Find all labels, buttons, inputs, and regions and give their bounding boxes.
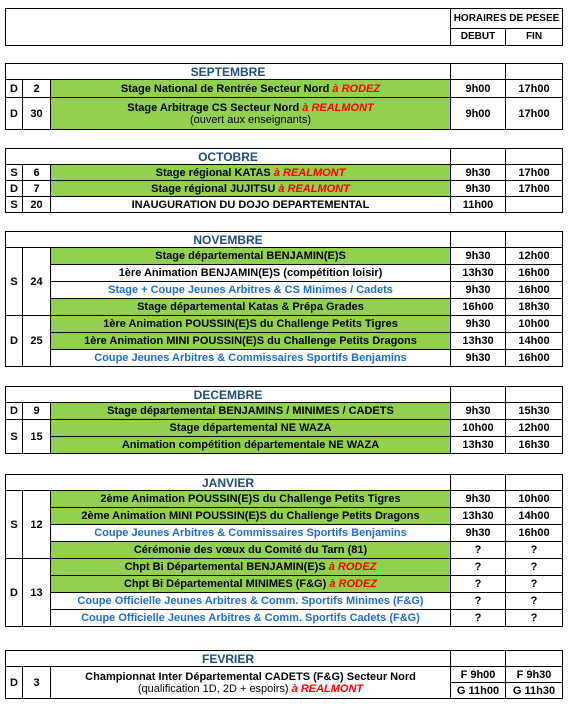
- time-debut: 9h00: [451, 98, 506, 130]
- event-cell: INAUGURATION DU DOJO DEPARTEMENTAL: [51, 197, 451, 213]
- time-fin: F 9h30: [506, 667, 563, 683]
- february-table: [5, 650, 563, 699]
- day-letter: S: [6, 491, 23, 559]
- event-cell: 1ère Animation MINI POUSSIN(E)S du Challenge Petits Dragons: [51, 333, 451, 350]
- header-debut: DEBUT: [451, 28, 506, 45]
- event-cell: Stage + Coupe Jeunes Arbitres & CS Minimes / Cadets: [51, 282, 451, 299]
- day-letter: D: [6, 80, 23, 98]
- day-letter: S: [6, 165, 23, 181]
- time-debut: 13h30: [451, 437, 506, 454]
- november-table: [5, 231, 563, 367]
- event-cell: Stage National de Rentrée Secteur Nord à RODEZ: [51, 80, 451, 98]
- event-cell: Chpt Bi Départemental BENJAMIN(E)S à RODEZ: [51, 559, 451, 576]
- time-fin: 18h30: [506, 299, 563, 316]
- time-debut: ?: [451, 576, 506, 593]
- time-debut: ?: [451, 559, 506, 576]
- time-debut: 9h30: [451, 165, 506, 181]
- month-title: SEPTEMBRE: [6, 64, 451, 80]
- event-location: à REALMONT: [278, 182, 350, 195]
- time-debut: ?: [451, 610, 506, 627]
- time-fin: 16h00: [506, 525, 563, 542]
- day-number: 25: [23, 316, 51, 367]
- day-letter: S: [6, 197, 23, 213]
- day-number: 2: [23, 80, 51, 98]
- event-location: à RODEZ: [329, 578, 378, 590]
- event-cell: Chpt Bi Départemental MINIMES (F&G) à RODEZ: [51, 576, 451, 593]
- day-number: 15: [23, 420, 51, 454]
- time-debut: 9h30: [451, 403, 506, 420]
- time-fin: 16h00: [506, 350, 563, 367]
- event-cell: Coupe Jeunes Arbitres & Commissaires Sportifs Benjamins: [51, 350, 451, 367]
- month-title: NOVEMBRE: [6, 232, 451, 248]
- event-location: à REALMONT: [273, 166, 346, 179]
- time-debut: 9h30: [451, 248, 506, 265]
- day-number: 9: [23, 403, 51, 420]
- day-letter: S: [6, 248, 23, 316]
- time-debut: 9h30: [451, 350, 506, 367]
- event-cell: Stage régional KATAS à REALMONT: [51, 165, 451, 181]
- time-fin: 17h00: [506, 165, 563, 181]
- time-fin: 12h00: [506, 420, 563, 437]
- january-table: [5, 474, 563, 627]
- time-debut: 9h30: [451, 282, 506, 299]
- month-title: OCTOBRE: [6, 149, 451, 165]
- event-cell: Coupe Officielle Jeunes Arbitres & Comm. Sportifs Minimes (F&G): [51, 593, 451, 610]
- time-debut: F 9h00: [451, 667, 506, 683]
- time-fin: 16h30: [506, 437, 563, 454]
- time-fin: 10h00: [506, 491, 563, 508]
- header-table: [5, 8, 563, 46]
- time-fin: ?: [506, 576, 563, 593]
- time-debut: 16h00: [451, 299, 506, 316]
- day-number: 6: [23, 165, 51, 181]
- event-cell: Animation compétition départementale NE WAZA: [51, 437, 451, 454]
- time-fin: 14h00: [506, 333, 563, 350]
- event-location: à RODEZ: [328, 561, 377, 573]
- day-number: 3: [23, 667, 51, 699]
- day-letter: D: [6, 181, 23, 197]
- time-debut: 9h30: [451, 491, 506, 508]
- event-cell: Stage régional JUJITSU à REALMONT: [51, 181, 451, 197]
- month-title: DECEMBRE: [6, 387, 451, 403]
- day-letter: D: [6, 403, 23, 420]
- event-cell: 2ème Animation MINI POUSSIN(E)S du Challenge Petits Dragons: [51, 508, 451, 525]
- day-number: 13: [23, 559, 51, 627]
- day-number: 24: [23, 248, 51, 316]
- time-fin: G 11h30: [506, 683, 563, 699]
- event-cell: Stage Arbitrage CS Secteur Nord à REALMONT (ouvert aux enseignants): [51, 98, 451, 130]
- event-location: à REALMONT: [291, 682, 364, 695]
- time-fin: 15h30: [506, 403, 563, 420]
- time-debut: 10h00: [451, 420, 506, 437]
- time-fin: 17h00: [506, 181, 563, 197]
- event-cell: 2ème Animation POUSSIN(E)S du Challenge Petits Tigres: [51, 491, 451, 508]
- time-debut: 13h30: [451, 508, 506, 525]
- header-blank: [6, 9, 451, 46]
- time-debut: 13h30: [451, 265, 506, 282]
- time-debut: ?: [451, 593, 506, 610]
- month-title: JANVIER: [6, 475, 451, 491]
- event-cell: Championnat Inter Départemental CADETS (F&G) Secteur Nord (qualification 1D, 2D + espoirs) à REALMONT: [51, 667, 451, 699]
- time-fin: 17h00: [506, 80, 563, 98]
- time-debut: ?: [451, 542, 506, 559]
- day-number: 7: [23, 181, 51, 197]
- day-letter: D: [6, 667, 23, 699]
- time-fin: 14h00: [506, 508, 563, 525]
- time-fin: ?: [506, 593, 563, 610]
- event-cell: Stage départemental BENJAMINS / MINIMES / CADETS: [51, 403, 451, 420]
- event-location: à REALMONT: [302, 101, 374, 114]
- time-fin: [506, 197, 563, 213]
- day-number: 30: [23, 98, 51, 130]
- time-fin: 17h00: [506, 98, 563, 130]
- october-table: [5, 148, 563, 213]
- time-fin: ?: [506, 542, 563, 559]
- time-debut: G 11h00: [451, 683, 506, 699]
- event-cell: Cérémonie des vœux du Comité du Tarn (81): [51, 542, 451, 559]
- time-fin: ?: [506, 559, 563, 576]
- time-debut: 9h30: [451, 525, 506, 542]
- month-title: FEVRIER: [6, 651, 451, 667]
- header-fin: FIN: [506, 28, 563, 45]
- time-debut: 11h00: [451, 197, 506, 213]
- header-horaires: HORAIRES DE PESEE: [451, 9, 563, 29]
- day-number: 12: [23, 491, 51, 559]
- time-debut: 9h00: [451, 80, 506, 98]
- time-fin: 16h00: [506, 265, 563, 282]
- time-fin: 10h00: [506, 316, 563, 333]
- time-debut: 13h30: [451, 333, 506, 350]
- day-letter: D: [6, 559, 23, 627]
- day-letter: S: [6, 420, 23, 454]
- december-table: [5, 386, 563, 454]
- event-cell: Coupe Officielle Jeunes Arbitres & Comm. Sportifs Cadets (F&G): [51, 610, 451, 627]
- time-fin: 16h00: [506, 282, 563, 299]
- event-cell: Coupe Jeunes Arbitres & Commissaires Sportifs Benjamins: [51, 525, 451, 542]
- september-table: [5, 63, 563, 130]
- event-cell: 1ère Animation BENJAMIN(E)S (compétition loisir): [51, 265, 451, 282]
- time-fin: ?: [506, 610, 563, 627]
- event-location: à RODEZ: [332, 82, 381, 95]
- time-debut: 9h30: [451, 181, 506, 197]
- time-debut: 9h30: [451, 316, 506, 333]
- day-letter: D: [6, 98, 23, 130]
- event-cell: 1ère Animation POUSSIN(E)S du Challenge Petits Tigres: [51, 316, 451, 333]
- event-cell: Stage départemental Katas & Prépa Grades: [51, 299, 451, 316]
- event-cell: Stage départemental NE WAZA: [51, 420, 451, 437]
- day-letter: D: [6, 316, 23, 367]
- event-cell: Stage départemental BENJAMIN(E)S: [51, 248, 451, 265]
- day-number: 20: [23, 197, 51, 213]
- time-fin: 12h00: [506, 248, 563, 265]
